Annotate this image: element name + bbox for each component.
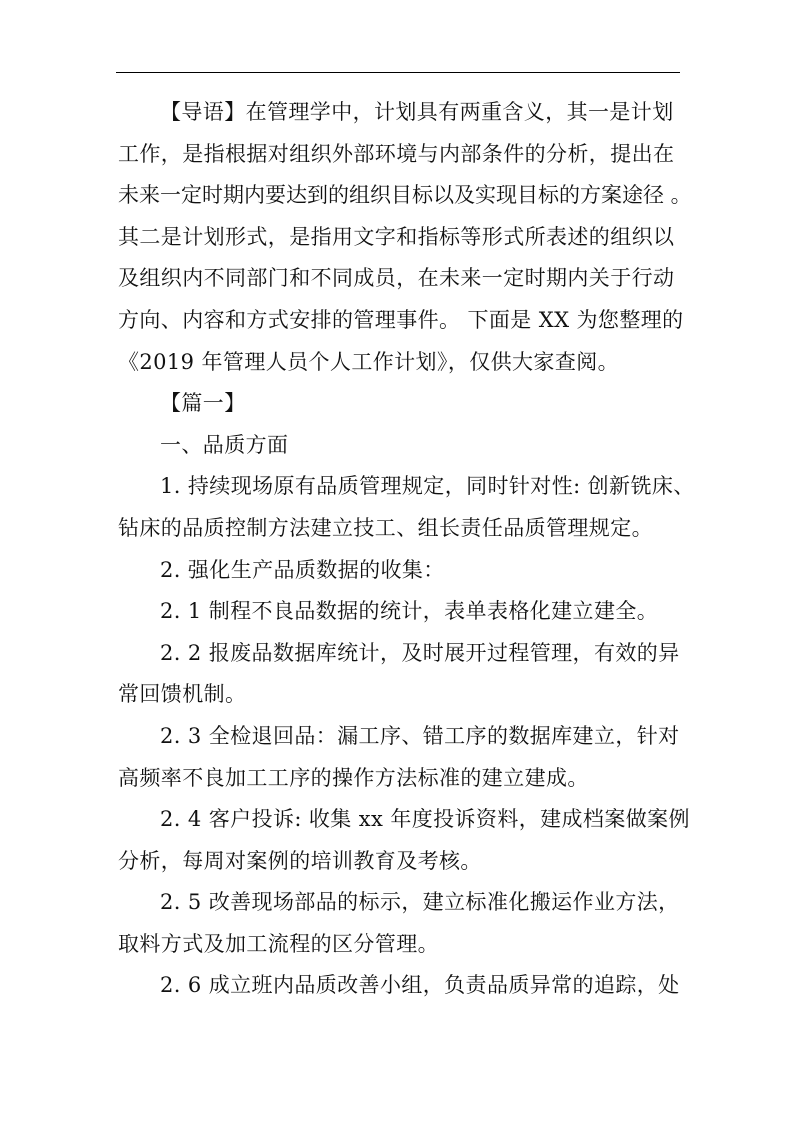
item-1-line-2: 钻床的品质控制方法建立技工、组长责任品质管理规定。 [118,515,653,540]
item-2-5-line-2: 取料方式及加工流程的区分管理。 [118,931,439,956]
item-2-4-line-1: 2. 4 客户投诉: 收集 xx 年度投诉资料，建成档案做案例 [160,807,690,832]
item-2-2-line-2: 常回馈机制。 [118,682,247,707]
item-2-6-line-1: 2. 6 成立班内品质改善小组，负责品质异常的追踪，处 [160,973,680,998]
item-2-4-line-2: 分析，每周对案例的培训教育及考核。 [118,848,482,873]
item-2-line-1: 2. 强化生产品质数据的收集： [160,557,445,582]
item-2-2-line-1: 2. 2 报废品数据库统计，及时展开过程管理，有效的异 [160,640,680,665]
header-rule [116,72,680,73]
item-2-3-line-1: 2. 3 全检退回品：漏工序、错工序的数据库建立，针对 [160,723,680,748]
item-2-3-line-2: 高频率不良加工工序的操作方法标准的建立建成。 [118,765,589,790]
subsection-heading: 一、品质方面 [160,432,289,457]
item-2-1-line-1: 2. 1 制程不良品数据的统计，表单表格化建立建全。 [160,599,659,624]
intro-line-3: 未来一定时期内要达到的组织目标以及实现目标的方案途径 。 [118,183,692,208]
intro-line-5: 及组织内不同部门和不同成员，在未来一定时期内关于行动 [118,266,675,291]
intro-line-1: 【导语】在管理学中，计划具有两重含义，其一是计划 [160,100,674,124]
item-2-5-line-1: 2. 5 改善现场部品的标示，建立标准化搬运作业方法， [160,890,680,915]
intro-line-4: 其二是计划形式，是指用文字和指标等形式所表述的组织以 [118,224,675,249]
intro-line-2: 工作，是指根据对组织外部环境与内部条件的分析，提出在 [118,141,675,166]
item-1-line-1: 1. 持续现场原有品质管理规定，同时针对性: 创新铣床、 [160,474,695,499]
intro-line-6: 方向、内容和方式安排的管理事件。 下面是 XX 为您整理的 [118,307,684,332]
intro-line-7: 《2019 年管理人员个人工作计划》，仅供大家查阅。 [118,349,620,374]
section-heading: 【篇一】 [160,391,246,416]
document-body [118,92,695,1007]
